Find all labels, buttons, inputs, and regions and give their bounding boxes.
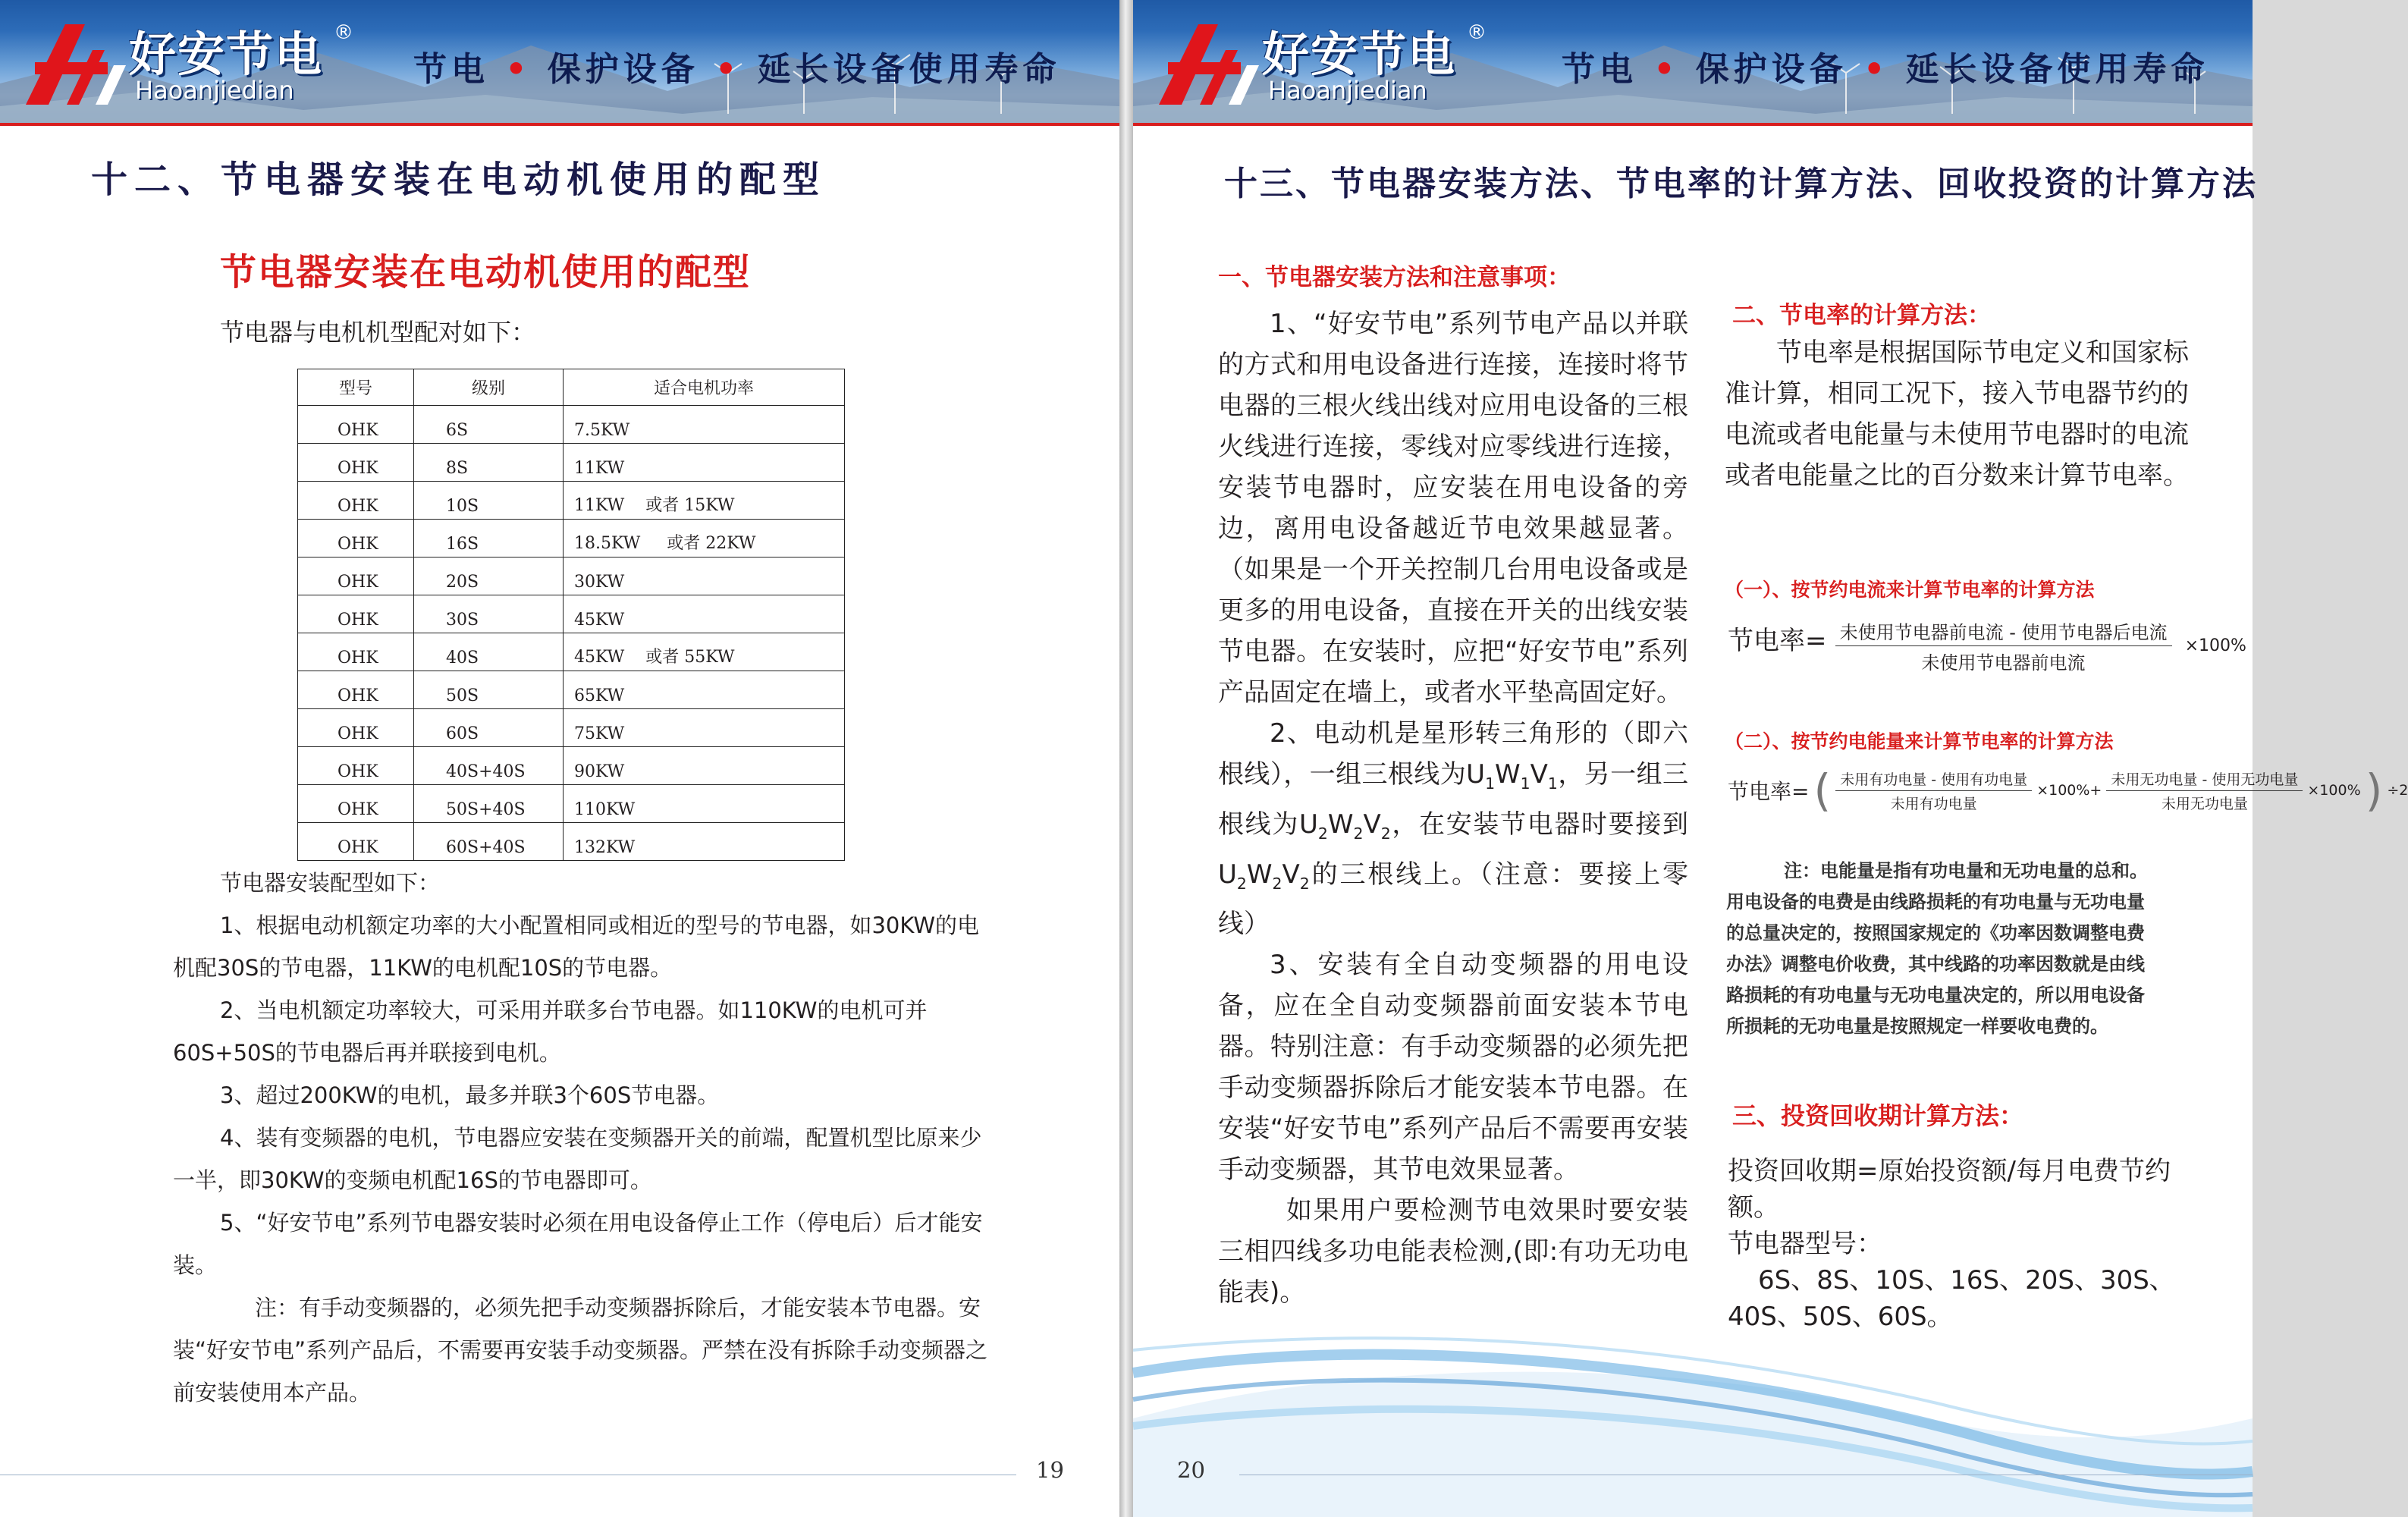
subscript: 2	[1272, 874, 1282, 893]
table-intro: 节电器与电机机型配对如下：	[220, 318, 536, 347]
formula-fraction	[1835, 617, 2172, 674]
right-page	[1133, 0, 2408, 1517]
table-cell: 8S	[414, 444, 564, 482]
subscript: 2	[1299, 874, 1310, 893]
subscript: 2	[1353, 824, 1364, 843]
table-cell: 20S	[414, 557, 564, 595]
install-item: 3、超过200KW的电机，最多并联3个60S节电器。	[220, 1082, 720, 1108]
text-run: V	[1282, 859, 1300, 890]
energy-note	[1726, 856, 2151, 1042]
table-cell: 11KW 或者 15KW	[564, 482, 845, 520]
table-cell: OHK	[298, 823, 414, 861]
table-cell: 90KW	[564, 747, 845, 785]
slogan-part: 节电	[413, 50, 489, 89]
paragraph: 3、安装有全自动变频器的用电设备，应在全自动变频器前面安装本节电器。特别注意：有手动变频器的必须先把手动变频器拆除后才能安装本节电器。在安装“好安节电”系列产品后不需要再安装手动变频器，其节电效果显著。	[1218, 950, 1688, 1186]
subscript: 2	[1236, 874, 1247, 893]
header-divider	[1133, 123, 2253, 126]
table-cell: OHK	[298, 785, 414, 823]
text-run: W	[1495, 759, 1521, 790]
slogan-part: 延长设备使用寿命	[757, 50, 1061, 89]
table-cell: 40S	[414, 633, 564, 671]
table-row	[298, 747, 845, 785]
paragraph-wiring	[1218, 713, 1688, 944]
install-item: 2、当电机额定功率较大，可采用并联多台节电器。如110KW的电机可并60S+50S的节电器后再并联接到电机。	[173, 997, 928, 1066]
table-cell: OHK	[298, 520, 414, 557]
install-note: 注：有手动变频器的，必须先把手动变频器拆除后，才能安装本节电器。安装“好安节电”系列产品后，不需要再安装手动变频器。严禁在没有拆除手动变频器之前安装使用本产品。	[173, 1295, 988, 1406]
savings-rate-definition: 节电率是根据国际节电定义和国家标准计算，相同工况下，接入节电器节约的电流或者电能量与未使用节电器时的电流或者电能量之比的百分数来计算节电率。	[1725, 338, 2189, 491]
table-row	[298, 482, 845, 520]
header-slogan	[413, 42, 1061, 90]
table-cell: OHK	[298, 633, 414, 671]
denominator: 未用有功电量	[1890, 795, 1977, 812]
text-run: ，另一组三根线为U	[1218, 759, 1688, 840]
table-row	[298, 633, 845, 671]
install-item: 1、根据电动机额定功率的大小配置相同或相近的型号的节电器，如30KW的电机配30S的节电器，11KW的电机配10S的节电器。	[173, 912, 980, 981]
brand-pinyin: Haoanjiedian	[1268, 76, 1427, 105]
note-text: 注：电能量是指有功电量和无功电量的总和。用电设备的电费是由线路损耗的有功电量与无功电量的总量决定的，按照国家规定的《功率因数调整电费办法》调整电价收费，其中线路的功率因数就是由线路损耗的有功电量与无功电量决定的，所以用电设备所损耗的无功电量是按照规定一样要收电费的。	[1726, 860, 2148, 1037]
table-header-cell: 型号	[298, 369, 414, 406]
numerator: 未使用节电器前电流 - 使用节电器后电流	[1835, 617, 2172, 646]
section-title: 一、节电器安装方法和注意事项：	[1218, 264, 1571, 291]
slogan-part: 延长设备使用寿命	[1905, 50, 2209, 89]
section-title: 节电器安装在电动机使用的配型	[220, 251, 752, 294]
table-cell: 60S+40S	[414, 823, 564, 861]
section-title: 二、节电率的计算方法：	[1732, 302, 1991, 329]
table-cell: 6S	[414, 406, 564, 444]
divisor: ÷2	[2387, 782, 2408, 799]
text-run: V	[1530, 759, 1548, 790]
table-row	[298, 785, 845, 823]
open-paren: (	[1813, 765, 1832, 816]
numerator: 未用有功电量 - 使用有功电量	[1835, 768, 2032, 791]
table-cell: 16S	[414, 520, 564, 557]
formula-fraction	[1835, 768, 2032, 813]
multiplier: ×100%	[2307, 782, 2361, 799]
table-cell: 18.5KW 或者 22KW	[564, 520, 845, 557]
table-row	[298, 709, 845, 747]
page-number: 19	[1036, 1457, 1064, 1483]
table-cell: 45KW	[564, 595, 845, 633]
close-paren: )	[2365, 765, 2383, 816]
subscript: 1	[1520, 774, 1531, 793]
subscript: 1	[1485, 774, 1496, 793]
table-cell: 11KW	[564, 444, 845, 482]
payback-formula: 投资回收期=原始投资额/每月电费节约额。	[1728, 1156, 2171, 1223]
install-item: 4、装有变频器的电机，节电器应安装在变频器开关的前端，配置机型比原来少一半，即30KW的变频电机配16S的节电器即可。	[173, 1125, 982, 1193]
table-header-cell: 级别	[414, 369, 564, 406]
brand-name: 好安节电	[129, 27, 324, 82]
table-cell: 50S+40S	[414, 785, 564, 823]
formula-current	[1728, 617, 2246, 674]
text-run: W	[1327, 809, 1354, 840]
install-intro: 节电器安装配型如下：	[220, 870, 441, 896]
text-run: W	[1246, 859, 1273, 890]
slogan-separator: •	[1863, 50, 1890, 89]
header-slogan	[1562, 42, 2209, 90]
multiplier: ×100%	[2184, 636, 2246, 655]
table-cell: OHK	[298, 747, 414, 785]
slogan-part: 节电	[1562, 50, 1637, 89]
slogan-part: 保护设备	[1695, 50, 1848, 89]
brand-pinyin: Haoanjiedian	[135, 76, 294, 105]
subscript: 1	[1547, 774, 1558, 793]
table-cell: 7.5KW	[564, 406, 845, 444]
table-row	[298, 595, 845, 633]
table-header-row	[298, 369, 845, 406]
table-cell: 110KW	[564, 785, 845, 823]
model-spec-table	[297, 369, 845, 861]
table-cell: OHK	[298, 557, 414, 595]
table-cell: OHK	[298, 482, 414, 520]
table-row	[298, 520, 845, 557]
table-row	[298, 406, 845, 444]
decorative-waves	[1133, 1327, 2253, 1517]
table-cell: OHK	[298, 444, 414, 482]
models-label: 节电器型号：	[1728, 1229, 1882, 1259]
page-number: 20	[1177, 1457, 1205, 1483]
multiplier: ×100%+	[2036, 782, 2102, 799]
page-header	[1133, 0, 2253, 123]
left-page	[0, 0, 1119, 1517]
text-run: 2、电动机是星形转三角形的（即六根线），一组三根线为U	[1218, 718, 1688, 790]
slogan-separator: •	[505, 50, 532, 89]
text-run: V	[1363, 809, 1381, 840]
registered-mark: ®	[334, 21, 353, 44]
table-cell: 30S	[414, 595, 564, 633]
table-cell: OHK	[298, 671, 414, 709]
table-row	[298, 823, 845, 861]
table-cell: 65KW	[564, 671, 845, 709]
install-guidelines	[173, 862, 992, 1414]
table-cell: OHK	[298, 406, 414, 444]
table-cell: 60S	[414, 709, 564, 747]
paragraph: 1、“好安节电”系列节电产品以并联的方式和用电设备进行连接，连接时将节电器的三根火线出线对应用电设备的三根火线进行连接，零线对应零线进行连接，安装节电器时，应安装在用电设备的旁边，离用电设备越近节电效果越显著。（如果是一个开关控制几台用电设备或是更多的用电设备，直接在开关的出线安装节电器。在安装时，应把“好安节电”系列产品固定在墙上，或者水平垫高固定好。	[1218, 309, 1688, 708]
table-cell: 40S+40S	[414, 747, 564, 785]
install-method-column	[1218, 303, 1688, 1313]
denominator: 未使用节电器前电流	[1921, 652, 2086, 674]
formula-label: 节电率=	[1728, 779, 1810, 804]
chapter-title: 十三、节电器安装方法、节电率的计算方法、回收投资的计算方法	[1224, 165, 2258, 203]
formula-energy	[1728, 765, 2408, 816]
formula-label: 节电率=	[1728, 626, 1827, 656]
subsection-title: （一）、按节约电流来计算节电率的计算方法	[1725, 579, 2095, 601]
slogan-separator: •	[1653, 50, 1680, 89]
table-row	[298, 557, 845, 595]
table-cell: OHK	[298, 595, 414, 633]
slogan-separator: •	[715, 50, 742, 89]
table-cell: 132KW	[564, 823, 845, 861]
table-header-cell: 适合电机功率	[564, 369, 845, 406]
subscript: 2	[1380, 824, 1391, 843]
table-cell: 10S	[414, 482, 564, 520]
slogan-part: 保护设备	[547, 50, 699, 89]
chapter-title: 十二、节电器安装在电动机使用的配型	[91, 159, 827, 201]
section-title: 三、投资回收期计算方法：	[1732, 1101, 2024, 1130]
table-row	[298, 671, 845, 709]
logo-icon	[20, 20, 133, 109]
page-header	[0, 0, 1119, 123]
payback-block	[1728, 1153, 2213, 1335]
table-cell: OHK	[298, 709, 414, 747]
table-cell: 30KW	[564, 557, 845, 595]
table-cell: 45KW 或者 55KW	[564, 633, 845, 671]
subscript: 2	[1317, 824, 1328, 843]
brand-name: 好安节电	[1262, 27, 1457, 82]
models-list: 6S、8S、10S、16S、20S、30S、40S、50S、60S。	[1728, 1265, 2175, 1332]
book-gutter	[1119, 0, 1133, 1517]
table-cell: 75KW	[564, 709, 845, 747]
text-run: 的三根线上。（注意：要接上零线）	[1218, 859, 1688, 940]
header-divider	[0, 123, 1119, 126]
table-cell: 50S	[414, 671, 564, 709]
denominator: 未用无功电量	[2161, 795, 2248, 812]
text-run: ，在安装节电器时要接到U	[1218, 809, 1688, 890]
numerator: 未用无功电量 - 使用无功电量	[2106, 768, 2303, 791]
paragraph: 如果用户要检测节电效果时要安装三相四线多功电能表检测,(即:有功无功电能表)。	[1218, 1195, 1688, 1308]
subsection-title: （二）、按节约电能量来计算节电率的计算方法	[1725, 730, 2114, 752]
table-row	[298, 444, 845, 482]
install-item: 5、“好安节电”系列节电器安装时必须在用电设备停止工作（停电后）后才能安装。	[173, 1210, 983, 1278]
logo-icon	[1153, 20, 1267, 109]
formula-fraction	[2106, 768, 2303, 813]
registered-mark: ®	[1467, 21, 1487, 44]
